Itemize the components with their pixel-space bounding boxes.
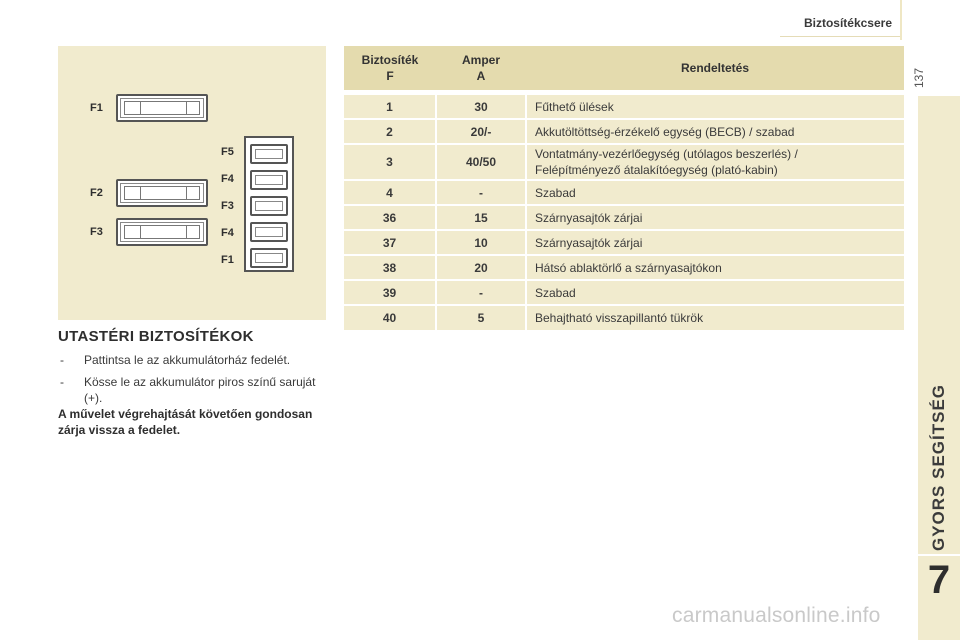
fuse-label-right-3: F3 (221, 200, 234, 212)
fuse-label-left-2: F2 (90, 187, 103, 199)
closing-note: A művelet végrehajtását követően gondosan zárja vissza a fedelet. (58, 407, 313, 437)
table-row: 38 20 Hátsó ablaktörlő a szárnyasajtókon (344, 255, 904, 280)
bullet-dash: - (60, 375, 64, 389)
fuse-slot-5 (250, 248, 288, 268)
chapter-title: GYORS SEGÍTSÉG (929, 383, 948, 551)
instruction-step (58, 374, 328, 406)
fuse-block-right (244, 136, 294, 272)
table-row: 2 20/- Akkutöltöttség-érzékelő egység (BECB) / szabad (344, 119, 904, 144)
fuse-label-right-4: F4 (221, 227, 234, 239)
fuse-left-2 (116, 179, 208, 207)
instruction-step (58, 352, 328, 368)
fuse-label-left-3: F3 (90, 226, 103, 238)
instruction-text: Pattintsa le az akkumulátorház fedelét. (84, 353, 291, 367)
header-rule (780, 36, 900, 37)
fuse-left-3 (116, 218, 208, 246)
header-amp: Amper A (436, 46, 526, 90)
table-row: 4 - Szabad (344, 180, 904, 205)
chapter-divider (918, 554, 960, 556)
page-header-title: Biztosítékcsere (803, 16, 892, 30)
section-title: UTASTÉRI BIZTOSÍTÉKOK (58, 328, 254, 345)
fuse-slot-4 (250, 222, 288, 242)
fuse-label-right-2: F4 (221, 173, 234, 185)
bullet-dash: - (60, 353, 64, 367)
fuse-left-1 (116, 94, 208, 122)
table-row: 36 15 Szárnyasajtók zárjai (344, 205, 904, 230)
header-use: Rendeltetés (526, 46, 904, 90)
page-number: 137 (912, 67, 926, 89)
instruction-list (58, 352, 328, 412)
watermark: carmanualsonline.info (672, 604, 881, 627)
fuse-table (344, 46, 904, 330)
table-row: 39 - Szabad (344, 280, 904, 305)
fuse-slot-2 (250, 170, 288, 190)
header-fuse: Biztosíték F (344, 46, 436, 90)
table-row: 3 40/50 Vontatmány-vezérlőegység (utólagos beszerlés) / Felépítményező átalakítóegység (plató-kabin) (344, 144, 904, 180)
table-row: 37 10 Szárnyasajtók zárjai (344, 230, 904, 255)
instruction-text: Kösse le az akkumulátor piros színű saruját (+). (84, 375, 316, 405)
fuse-label-right-5: F1 (221, 254, 234, 266)
fuse-label-right-1: F5 (221, 146, 234, 158)
fuse-label-left-1: F1 (90, 102, 103, 114)
table-header-row (344, 46, 904, 90)
fuse-slot-1 (250, 144, 288, 164)
table-row: 40 5 Behajtható visszapillantó tükrök (344, 305, 904, 330)
fuse-slot-3 (250, 196, 288, 216)
chapter-number: 7 (927, 558, 951, 602)
fuse-panel-illustration (58, 46, 326, 320)
header-tick (900, 0, 902, 40)
table-row: 1 30 Fűthető ülések (344, 94, 904, 119)
chapter-tab (918, 96, 960, 640)
